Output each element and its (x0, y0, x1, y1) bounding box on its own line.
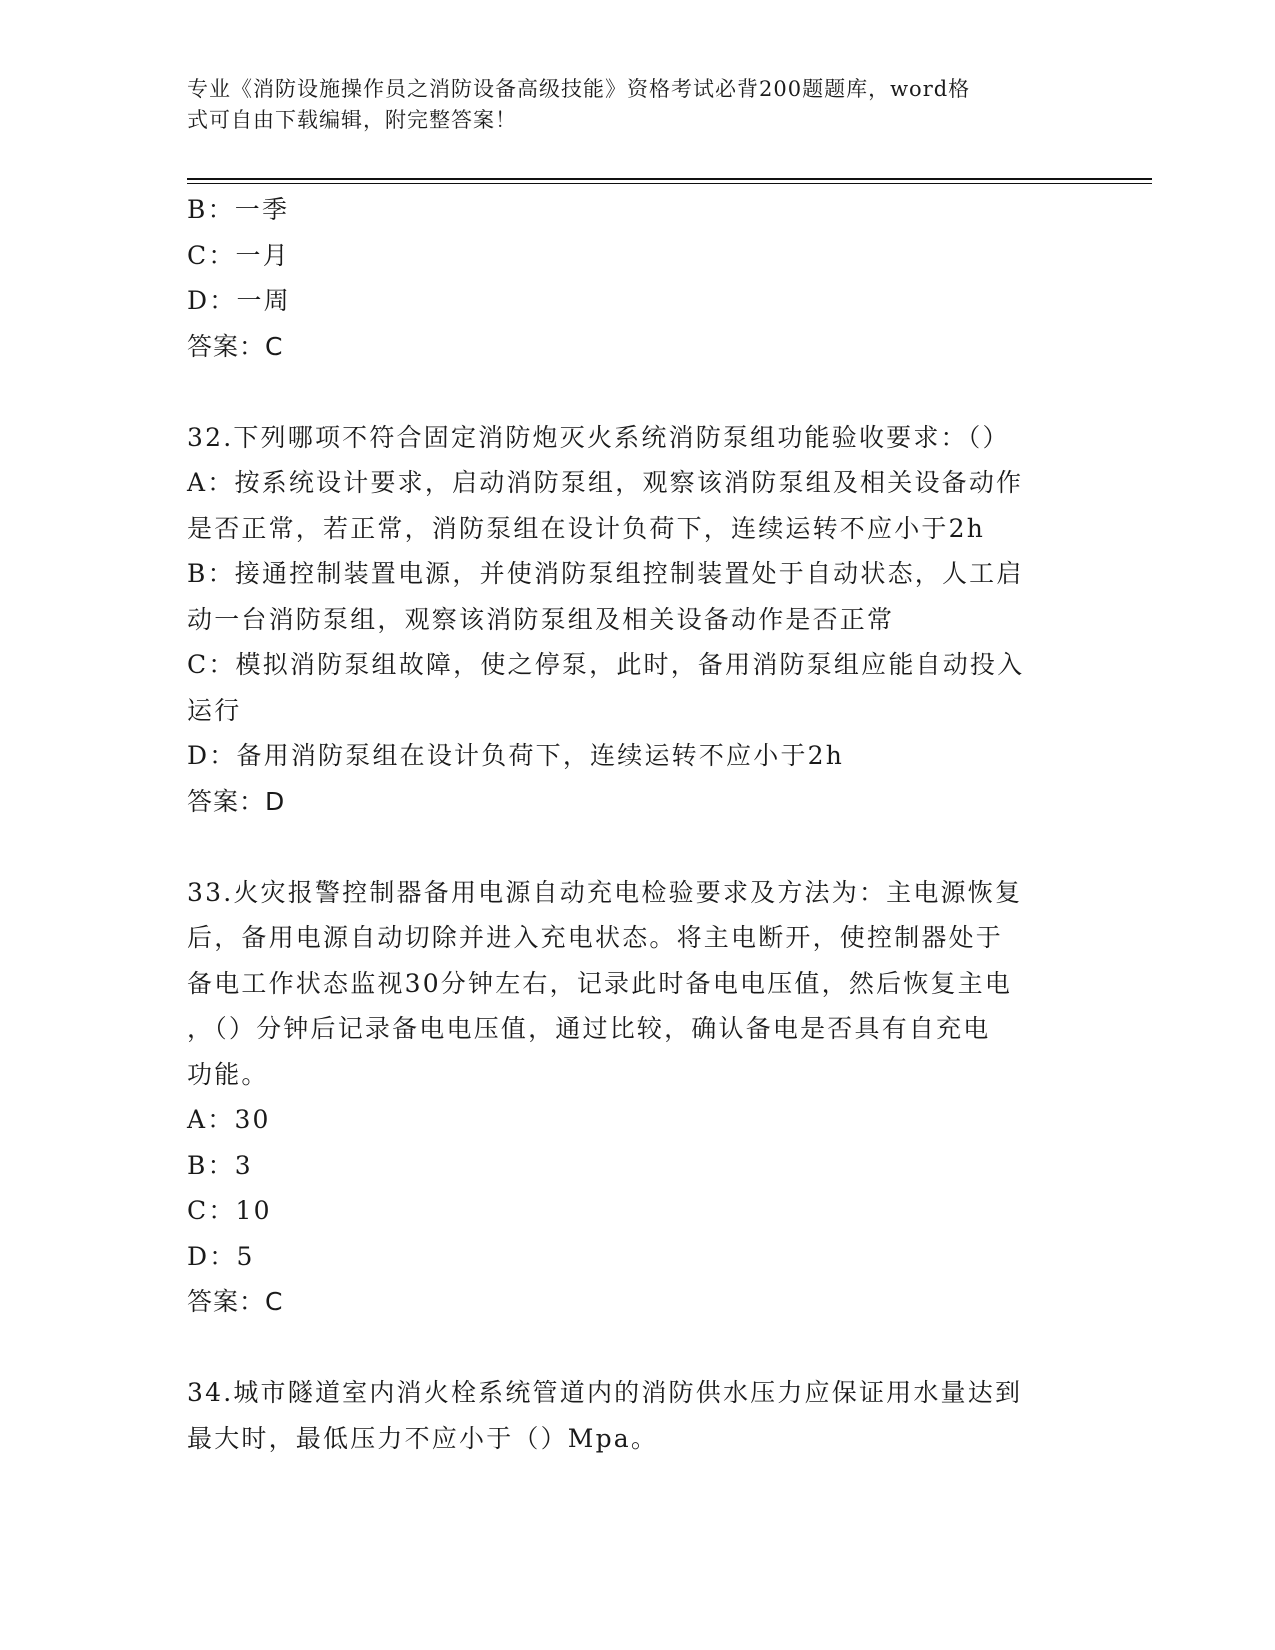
option-d: D：一周 (187, 286, 291, 315)
option-b: B：一季 (187, 195, 290, 224)
question-stem-line-2: 最大时，最低压力不应小于（）Mpa。 (187, 1423, 659, 1453)
option-a-line-1: A：按系统设计要求，启动消防泵组，观察该消防泵组及相关设备动作 (187, 468, 1024, 497)
question-stem-line-5: 功能。 (187, 1059, 269, 1089)
header-line-1: 专业《消防设施操作员之消防设备高级技能》资格考试必背200题题库，word格 (187, 77, 971, 101)
document-header (187, 74, 1067, 136)
option-c-line-2: 运行 (187, 695, 242, 725)
question-content (187, 187, 1077, 1461)
spacer (187, 369, 1077, 415)
option-c: C：10 (187, 1196, 272, 1225)
option-a: A：30 (187, 1105, 271, 1134)
answer: 答案：D (187, 786, 286, 816)
spacer (187, 824, 1077, 870)
header-line-2: 式可自由下载编辑，附完整答案！ (187, 108, 517, 132)
question-stem-line-2: 后，备用电源自动切除并进入充电状态。将主电断开，使控制器处于 (187, 923, 1004, 952)
answer: 答案：C (187, 331, 284, 361)
answer: 答案：C (187, 1287, 284, 1316)
question-stem-line-3: 备电工作状态监视30分钟左右，记录此时备电电压值，然后恢复主电 (187, 968, 1013, 998)
question-34 (187, 1370, 1077, 1461)
option-a-line-2: 是否正常，若正常，消防泵组在设计负荷下，连续运转不应小于2h (187, 513, 986, 543)
option-d: D：5 (187, 1241, 255, 1271)
option-c-line-1: C：模拟消防泵组故障，使之停泵，此时，备用消防泵组应能自动投入 (187, 650, 1025, 679)
question-stem-line-1: 33.火灾报警控制器备用电源自动充电检验要求及方法为：主电源恢复 (187, 877, 1023, 907)
spacer (187, 1325, 1077, 1371)
option-d-line-1: D：备用消防泵组在设计负荷下，连续运转不应小于2h (187, 741, 845, 770)
question-31-tail (187, 187, 1077, 369)
option-b: B：3 (187, 1150, 253, 1180)
question-32 (187, 415, 1077, 825)
header-divider-thin (187, 183, 1152, 184)
option-b-line-2: 动一台消防泵组，观察该消防泵组及相关设备动作是否正常 (187, 604, 895, 634)
header-divider (187, 178, 1152, 180)
option-c: C：一月 (187, 240, 290, 270)
question-33 (187, 870, 1077, 1325)
question-stem: 32.下列哪项不符合固定消防炮灭火系统消防泵组功能验收要求：（） (187, 422, 1010, 452)
question-stem-line-1: 34.城市隧道室内消火栓系统管道内的消防供水压力应保证用水量达到 (187, 1378, 1023, 1407)
option-b-line-1: B：接通控制装置电源，并使消防泵组控制装置处于自动状态，人工启 (187, 559, 1024, 588)
question-stem-line-4: ，（）分钟后记录备电电压值，通过比较，确认备电是否具有自充电 (187, 1014, 991, 1043)
